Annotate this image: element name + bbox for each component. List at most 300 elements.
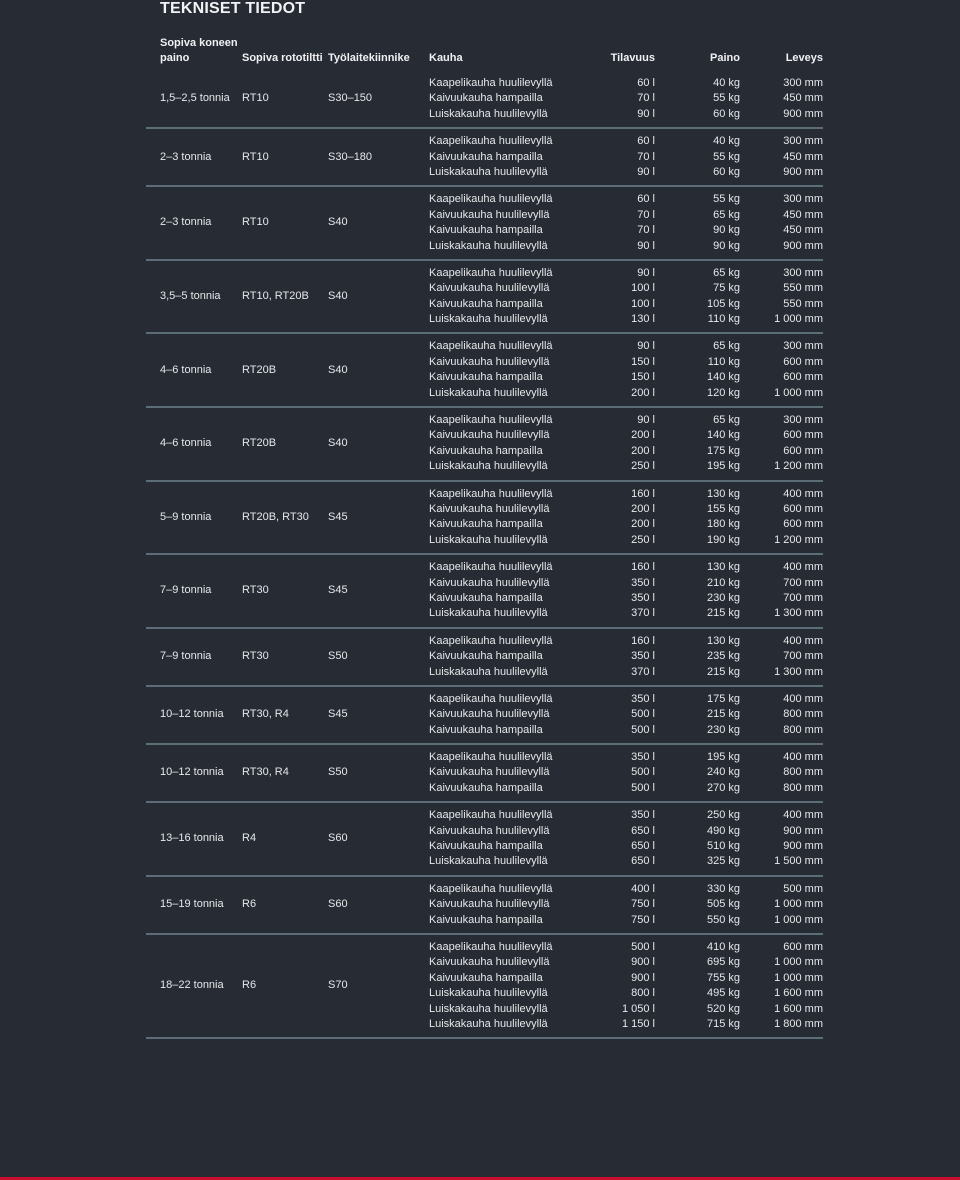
header-tilavuus: Tilavuus <box>610 52 655 64</box>
cell-kiinnike: S45 <box>328 686 429 744</box>
paino-line: 550 kg <box>706 913 740 926</box>
paino-line: 40 kg <box>713 77 740 89</box>
paino-line: 230 kg <box>706 591 740 604</box>
paino-line: 175 kg <box>706 444 740 457</box>
tilavuus-line: 750 l <box>631 898 655 911</box>
leveys-line: 1 600 mm <box>774 1002 823 1015</box>
leveys-line: 600 mm <box>783 371 823 384</box>
cell-rototiltti: R6 <box>242 934 328 1038</box>
tilavuus-line: 650 l <box>631 840 655 853</box>
kauha-line: Kaivuukauha huulilevyllä <box>429 429 550 442</box>
header-leveys: Leveys <box>785 52 823 64</box>
tilavuus-line: 350 l <box>631 751 655 764</box>
table-row <box>146 128 823 186</box>
paino-line: 120 kg <box>706 386 740 399</box>
paino-line: 325 kg <box>706 855 740 868</box>
header-rototiltti: Sopiva rototiltti <box>242 52 323 64</box>
kauha-line: Kaapelikauha huulilevyllä <box>429 561 553 574</box>
leveys-line: 700 mm <box>783 576 823 589</box>
header-tyolaitekiinnike: Työlaitekiinnike <box>328 52 410 64</box>
cell-rototiltti: RT30 <box>242 628 328 686</box>
cell-paino: 2–3 tonnia <box>146 186 242 260</box>
kauha-line: Kaivuukauha huulilevyllä <box>429 355 550 368</box>
cell-leveys <box>740 333 823 407</box>
cell-rototiltti: RT30, R4 <box>242 686 328 744</box>
paino-line: 240 kg <box>706 766 740 779</box>
kauha-line: Kaivuukauha hampailla <box>429 723 543 736</box>
kauha-line: Kaivuukauha huulilevyllä <box>429 766 550 779</box>
kauha-line: Kaivuukauha huulilevyllä <box>429 824 550 837</box>
leveys-line: 600 mm <box>783 518 823 531</box>
leveys-line: 450 mm <box>783 208 823 221</box>
paino-line: 410 kg <box>706 940 740 953</box>
paino-line: 235 kg <box>706 650 740 663</box>
cell-tilavuus <box>567 128 655 186</box>
cell-paino-kg <box>655 802 740 876</box>
cell-kiinnike: S40 <box>328 260 429 334</box>
cell-paino-kg <box>655 260 740 334</box>
leveys-line: 300 mm <box>783 340 823 353</box>
tilavuus-line: 160 l <box>631 561 655 574</box>
cell-kauha <box>429 686 567 744</box>
cell-kauha <box>429 554 567 628</box>
cell-leveys <box>740 744 823 802</box>
leveys-line: 600 mm <box>783 429 823 442</box>
paino-line: 65 kg <box>713 266 740 279</box>
paino-line: 695 kg <box>706 956 740 969</box>
tilavuus-line: 370 l <box>631 665 655 678</box>
kauha-line: Luiskakauha huulilevyllä <box>429 107 548 120</box>
cell-paino-kg <box>655 934 740 1038</box>
cell-leveys <box>740 686 823 744</box>
cell-paino: 4–6 tonnia <box>146 333 242 407</box>
cell-paino: 15–19 tonnia <box>146 876 242 934</box>
kauha-line: Kaapelikauha huulilevyllä <box>429 882 553 895</box>
leveys-line: 400 mm <box>783 561 823 574</box>
kauha-line: Kaivuukauha hampailla <box>429 150 543 163</box>
cell-kiinnike: S70 <box>328 934 429 1038</box>
cell-tilavuus <box>567 554 655 628</box>
cell-tilavuus <box>567 481 655 555</box>
table-row <box>146 628 823 686</box>
paino-line: 55 kg <box>713 92 740 105</box>
paino-line: 755 kg <box>706 971 740 984</box>
kauha-line: Kaivuukauha huulilevyllä <box>429 282 550 295</box>
kauha-line: Kaivuukauha hampailla <box>429 224 543 237</box>
cell-rototiltti: RT10, RT20B <box>242 260 328 334</box>
paino-line: 215 kg <box>706 665 740 678</box>
cell-paino-kg <box>655 554 740 628</box>
paino-line: 90 kg <box>713 239 740 252</box>
leveys-line: 450 mm <box>783 224 823 237</box>
cell-tilavuus <box>567 71 655 128</box>
paino-line: 520 kg <box>706 1002 740 1015</box>
tilavuus-line: 70 l <box>637 208 655 221</box>
tilavuus-line: 1 050 l <box>621 1002 655 1015</box>
kauha-line: Kaivuukauha hampailla <box>429 840 543 853</box>
paino-line: 140 kg <box>706 371 740 384</box>
cell-paino: 13–16 tonnia <box>146 802 242 876</box>
kauha-line: Kaivuukauha hampailla <box>429 781 543 794</box>
tilavuus-line: 350 l <box>631 576 655 589</box>
kauha-line: Kaapelikauha huulilevyllä <box>429 77 553 89</box>
paino-line: 105 kg <box>706 297 740 310</box>
leveys-line: 450 mm <box>783 150 823 163</box>
leveys-line: 550 mm <box>783 282 823 295</box>
paino-line: 55 kg <box>713 193 740 206</box>
tilavuus-line: 650 l <box>631 855 655 868</box>
cell-rototiltti: RT30, R4 <box>242 744 328 802</box>
leveys-line: 300 mm <box>783 193 823 206</box>
cell-paino: 7–9 tonnia <box>146 628 242 686</box>
leveys-line: 600 mm <box>783 502 823 515</box>
table-row <box>146 186 823 260</box>
leveys-line: 1 000 mm <box>774 913 823 926</box>
leveys-line: 1 300 mm <box>774 607 823 620</box>
kauha-line: Kaivuukauha huulilevyllä <box>429 576 550 589</box>
leveys-line: 500 mm <box>783 882 823 895</box>
leveys-line: 450 mm <box>783 92 823 105</box>
paino-line: 55 kg <box>713 150 740 163</box>
leveys-line: 900 mm <box>783 824 823 837</box>
cell-rototiltti: RT20B <box>242 333 328 407</box>
cell-kiinnike: S40 <box>328 407 429 481</box>
paino-line: 110 kg <box>707 355 740 368</box>
tilavuus-line: 60 l <box>637 135 655 148</box>
paino-line: 180 kg <box>706 518 740 531</box>
tilavuus-line: 500 l <box>631 708 655 721</box>
header-paino-kg: Paino <box>710 52 740 64</box>
cell-kauha <box>429 802 567 876</box>
table-row <box>146 876 823 934</box>
tilavuus-line: 800 l <box>631 987 655 1000</box>
cell-paino: 2–3 tonnia <box>146 128 242 186</box>
paino-line: 230 kg <box>706 723 740 736</box>
header-kauha: Kauha <box>429 52 463 64</box>
tilavuus-line: 350 l <box>631 809 655 822</box>
kauha-line: Luiskakauha huulilevyllä <box>429 313 548 326</box>
cell-kiinnike: S45 <box>328 554 429 628</box>
tilavuus-line: 100 l <box>631 297 655 310</box>
paino-line: 190 kg <box>706 533 740 546</box>
table-body <box>146 71 823 1038</box>
kauha-line: Luiskakauha huulilevyllä <box>429 607 548 620</box>
paino-line: 215 kg <box>706 607 740 620</box>
kauha-line: Luiskakauha huulilevyllä <box>429 460 548 473</box>
leveys-line: 700 mm <box>783 591 823 604</box>
leveys-line: 600 mm <box>783 940 823 953</box>
kauha-line: Kaivuukauha hampailla <box>429 913 543 926</box>
leveys-line: 800 mm <box>783 766 823 779</box>
table-row <box>146 802 823 876</box>
tilavuus-line: 500 l <box>631 766 655 779</box>
kauha-line: Kaapelikauha huulilevyllä <box>429 340 553 353</box>
cell-leveys <box>740 934 823 1038</box>
tilavuus-line: 250 l <box>631 460 655 473</box>
kauha-line: Kaapelikauha huulilevyllä <box>429 266 553 279</box>
cell-kauha <box>429 260 567 334</box>
tilavuus-line: 90 l <box>637 239 655 252</box>
paino-line: 215 kg <box>706 708 740 721</box>
tilavuus-line: 60 l <box>637 193 655 206</box>
cell-tilavuus <box>567 407 655 481</box>
leveys-line: 600 mm <box>783 355 823 368</box>
cell-leveys <box>740 260 823 334</box>
paino-line: 65 kg <box>713 340 740 353</box>
kauha-line: Luiskakauha huulilevyllä <box>429 1017 548 1030</box>
cell-rototiltti: RT10 <box>242 71 328 128</box>
cell-kiinnike: S30–180 <box>328 128 429 186</box>
kauha-line: Luiskakauha huulilevyllä <box>429 165 548 178</box>
paino-line: 495 kg <box>706 987 740 1000</box>
header-row <box>146 36 823 71</box>
tilavuus-line: 500 l <box>631 781 655 794</box>
cell-tilavuus <box>567 260 655 334</box>
tilavuus-line: 500 l <box>631 723 655 736</box>
paino-line: 195 kg <box>706 751 740 764</box>
paino-line: 90 kg <box>713 224 740 237</box>
tilavuus-line: 70 l <box>637 224 655 237</box>
cell-paino-kg <box>655 876 740 934</box>
paino-line: 110 kg <box>707 313 740 326</box>
cell-kauha <box>429 744 567 802</box>
cell-rototiltti: R6 <box>242 876 328 934</box>
cell-leveys <box>740 554 823 628</box>
leveys-line: 700 mm <box>783 650 823 663</box>
paino-line: 155 kg <box>706 502 740 515</box>
kauha-line: Kaivuukauha hampailla <box>429 297 543 310</box>
cell-paino-kg <box>655 481 740 555</box>
leveys-line: 1 000 mm <box>774 386 823 399</box>
leveys-line: 400 mm <box>783 634 823 647</box>
paino-line: 60 kg <box>713 165 740 178</box>
paino-line: 140 kg <box>706 429 740 442</box>
cell-kiinnike: S40 <box>328 333 429 407</box>
cell-kauha <box>429 333 567 407</box>
cell-kiinnike: S30–150 <box>328 71 429 128</box>
tilavuus-line: 400 l <box>631 882 655 895</box>
cell-paino-kg <box>655 186 740 260</box>
cell-leveys <box>740 186 823 260</box>
cell-tilavuus <box>567 802 655 876</box>
tilavuus-line: 650 l <box>631 824 655 837</box>
leveys-line: 900 mm <box>783 840 823 853</box>
paino-line: 65 kg <box>713 208 740 221</box>
cell-kauha <box>429 876 567 934</box>
tilavuus-line: 200 l <box>631 429 655 442</box>
kauha-line: Kaapelikauha huulilevyllä <box>429 135 553 148</box>
leveys-line: 400 mm <box>783 809 823 822</box>
kauha-line: Kaivuukauha hampailla <box>429 591 543 604</box>
cell-kiinnike: S40 <box>328 186 429 260</box>
paino-line: 40 kg <box>713 135 740 148</box>
cell-tilavuus <box>567 628 655 686</box>
paino-line: 270 kg <box>706 781 740 794</box>
cell-kiinnike: S50 <box>328 628 429 686</box>
tilavuus-line: 90 l <box>637 340 655 353</box>
cell-kauha <box>429 934 567 1038</box>
table-row <box>146 554 823 628</box>
leveys-line: 1 000 mm <box>774 956 823 969</box>
cell-kauha <box>429 628 567 686</box>
kauha-line: Kaivuukauha huulilevyllä <box>429 708 550 721</box>
kauha-line: Kaapelikauha huulilevyllä <box>429 193 553 206</box>
kauha-line: Luiskakauha huulilevyllä <box>429 1002 548 1015</box>
cell-leveys <box>740 802 823 876</box>
table-row <box>146 407 823 481</box>
paino-line: 75 kg <box>713 282 740 295</box>
cell-paino-kg <box>655 686 740 744</box>
cell-tilavuus <box>567 333 655 407</box>
table-row <box>146 481 823 555</box>
leveys-line: 800 mm <box>783 723 823 736</box>
leveys-line: 300 mm <box>783 414 823 427</box>
tilavuus-line: 70 l <box>637 92 655 105</box>
kauha-line: Kaapelikauha huulilevyllä <box>429 487 553 500</box>
tilavuus-line: 1 150 l <box>621 1017 655 1030</box>
kauha-line: Kaivuukauha hampailla <box>429 518 543 531</box>
cell-kiinnike: S50 <box>328 744 429 802</box>
cell-leveys <box>740 876 823 934</box>
kauha-line: Luiskakauha huulilevyllä <box>429 386 548 399</box>
tilavuus-line: 150 l <box>631 355 655 368</box>
cell-kauha <box>429 71 567 128</box>
leveys-line: 1 500 mm <box>774 855 823 868</box>
paino-line: 510 kg <box>706 840 740 853</box>
tilavuus-line: 160 l <box>631 634 655 647</box>
leveys-line: 1 000 mm <box>774 898 823 911</box>
paino-line: 490 kg <box>706 824 740 837</box>
tilavuus-line: 150 l <box>631 371 655 384</box>
cell-paino: 1,5–2,5 tonnia <box>146 71 242 128</box>
leveys-line: 550 mm <box>783 297 823 310</box>
cell-paino: 10–12 tonnia <box>146 686 242 744</box>
cell-paino-kg <box>655 71 740 128</box>
header-paino: Sopiva koneen paino <box>160 37 238 64</box>
cell-tilavuus <box>567 186 655 260</box>
tilavuus-line: 200 l <box>631 444 655 457</box>
leveys-line: 1 200 mm <box>774 533 823 546</box>
tilavuus-line: 350 l <box>631 692 655 705</box>
cell-paino-kg <box>655 333 740 407</box>
kauha-line: Kaapelikauha huulilevyllä <box>429 809 553 822</box>
tilavuus-line: 750 l <box>631 913 655 926</box>
table-row <box>146 934 823 1038</box>
cell-tilavuus <box>567 876 655 934</box>
cell-leveys <box>740 407 823 481</box>
tilavuus-line: 900 l <box>631 956 655 969</box>
tilavuus-line: 200 l <box>631 518 655 531</box>
cell-leveys <box>740 128 823 186</box>
tilavuus-line: 200 l <box>631 386 655 399</box>
paino-line: 330 kg <box>706 882 740 895</box>
kauha-line: Kaivuukauha hampailla <box>429 371 543 384</box>
tilavuus-line: 900 l <box>631 971 655 984</box>
paino-line: 250 kg <box>706 809 740 822</box>
cell-paino: 10–12 tonnia <box>146 744 242 802</box>
kauha-line: Kaivuukauha huulilevyllä <box>429 208 550 221</box>
cell-leveys <box>740 628 823 686</box>
leveys-line: 300 mm <box>783 266 823 279</box>
kauha-line: Kaapelikauha huulilevyllä <box>429 940 553 953</box>
table-row <box>146 71 823 128</box>
leveys-line: 1 000 mm <box>774 313 823 326</box>
cell-rototiltti: RT30 <box>242 554 328 628</box>
cell-tilavuus <box>567 686 655 744</box>
cell-paino: 18–22 tonnia <box>146 934 242 1038</box>
cell-paino-kg <box>655 628 740 686</box>
kauha-line: Luiskakauha huulilevyllä <box>429 987 548 1000</box>
paino-line: 60 kg <box>713 107 740 120</box>
paino-line: 195 kg <box>706 460 740 473</box>
kauha-line: Kaivuukauha hampailla <box>429 444 543 457</box>
tilavuus-line: 130 l <box>631 313 655 326</box>
tilavuus-line: 70 l <box>637 150 655 163</box>
tilavuus-line: 90 l <box>637 165 655 178</box>
tilavuus-line: 100 l <box>631 282 655 295</box>
page-title: TEKNISET TIEDOT <box>160 0 306 17</box>
tilavuus-line: 200 l <box>631 502 655 515</box>
spec-table <box>146 36 823 1039</box>
kauha-line: Luiskakauha huulilevyllä <box>429 665 548 678</box>
cell-tilavuus <box>567 744 655 802</box>
tilavuus-line: 250 l <box>631 533 655 546</box>
cell-tilavuus <box>567 934 655 1038</box>
tilavuus-line: 160 l <box>631 487 655 500</box>
cell-paino: 5–9 tonnia <box>146 481 242 555</box>
kauha-line: Kaapelikauha huulilevyllä <box>429 751 553 764</box>
leveys-line: 800 mm <box>783 708 823 721</box>
leveys-line: 900 mm <box>783 239 823 252</box>
leveys-line: 1 300 mm <box>774 665 823 678</box>
leveys-line: 600 mm <box>783 444 823 457</box>
cell-rototiltti: RT20B, RT30 <box>242 481 328 555</box>
cell-paino: 7–9 tonnia <box>146 554 242 628</box>
cell-rototiltti: RT10 <box>242 128 328 186</box>
table-row <box>146 333 823 407</box>
leveys-line: 1 000 mm <box>774 971 823 984</box>
leveys-line: 300 mm <box>783 77 823 89</box>
kauha-line: Kaivuukauha huulilevyllä <box>429 956 550 969</box>
tilavuus-line: 90 l <box>637 107 655 120</box>
kauha-line: Kaivuukauha hampailla <box>429 971 543 984</box>
cell-kiinnike: S60 <box>328 802 429 876</box>
leveys-line: 900 mm <box>783 165 823 178</box>
tilavuus-line: 500 l <box>631 940 655 953</box>
paino-line: 65 kg <box>713 414 740 427</box>
kauha-line: Kaivuukauha hampailla <box>429 650 543 663</box>
leveys-line: 900 mm <box>783 107 823 120</box>
kauha-line: Kaivuukauha huulilevyllä <box>429 898 550 911</box>
cell-rototiltti: R4 <box>242 802 328 876</box>
kauha-line: Kaapelikauha huulilevyllä <box>429 692 553 705</box>
paino-line: 715 kg <box>706 1017 740 1030</box>
kauha-line: Kaivuukauha huulilevyllä <box>429 502 550 515</box>
table-row <box>146 260 823 334</box>
paino-line: 175 kg <box>706 692 740 705</box>
cell-kiinnike: S45 <box>328 481 429 555</box>
tilavuus-line: 350 l <box>631 650 655 663</box>
kauha-line: Kaivuukauha hampailla <box>429 92 543 105</box>
cell-kauha <box>429 128 567 186</box>
table-row <box>146 686 823 744</box>
kauha-line: Luiskakauha huulilevyllä <box>429 239 548 252</box>
cell-kiinnike: S60 <box>328 876 429 934</box>
leveys-line: 400 mm <box>783 751 823 764</box>
cell-rototiltti: RT10 <box>242 186 328 260</box>
kauha-line: Luiskakauha huulilevyllä <box>429 533 548 546</box>
cell-paino-kg <box>655 744 740 802</box>
